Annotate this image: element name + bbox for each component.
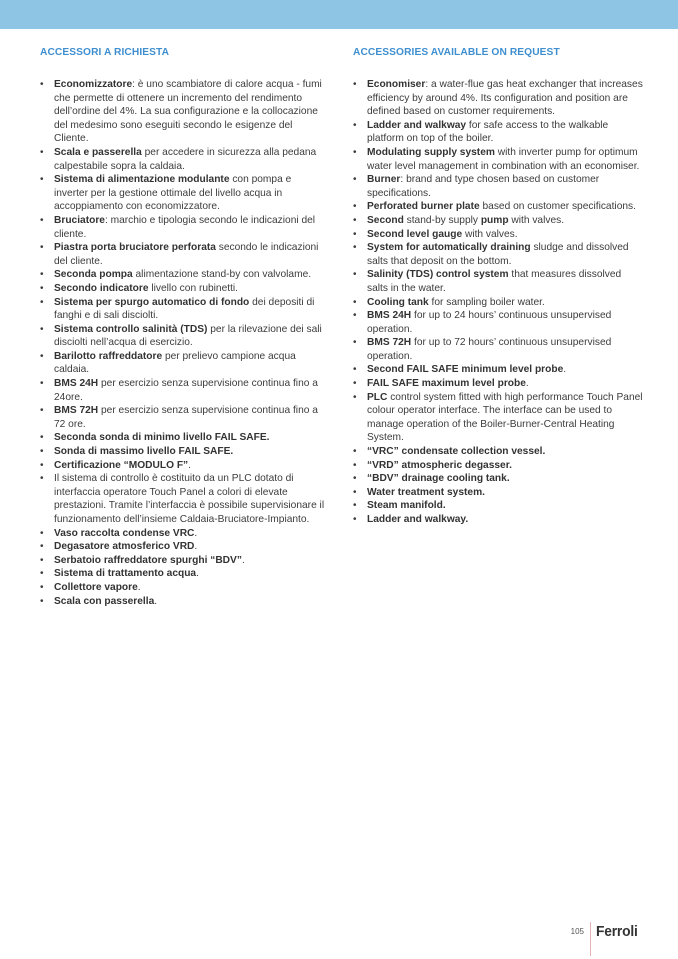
item-bold-text: Burner	[367, 174, 401, 186]
english-heading: ACCESSORIES AVAILABLE ON REQUEST	[353, 47, 560, 58]
item-bold-text: Modulating supply system	[367, 146, 495, 158]
list-item	[353, 391, 643, 445]
list-item	[353, 486, 643, 500]
list-item	[40, 268, 328, 282]
item-text: livello con rubinetti.	[148, 282, 239, 294]
italian-heading: ACCESSORI A RICHIESTA	[40, 47, 170, 58]
item-text: for safe access to the walkable platform on top of the boiler.	[367, 119, 609, 145]
item-text: with inverter pump for optimum water level management in combination with an economiser.	[367, 146, 640, 172]
list-item	[353, 377, 643, 391]
item-text: based on customer specifications.	[479, 201, 636, 213]
item-bold-text: Economizzatore	[54, 79, 133, 90]
item-bold-text: Serbatoio raffreddatore spurghi “BDV”	[54, 554, 242, 566]
item-text: secondo le indicazioni del cliente.	[54, 242, 319, 267]
item-text: .	[154, 595, 158, 607]
item-text: for sampling boiler water.	[428, 296, 545, 308]
list-item	[40, 581, 328, 595]
list-item	[353, 336, 643, 363]
item-text: per esercizio senza supervisione continua fino a 24ore.	[54, 378, 318, 403]
item-bold-text: System for automatically draining	[367, 242, 531, 254]
list-item	[353, 214, 643, 228]
item-text: Il sistema di controllo è costituito da un PLC dotato di interfaccia operatore Touch Panel a colori di elevate prestazioni. Tramite l’interfaccia è possibile supervisionare il funzionamento dell’insieme Caldaia-Bruciatore-Impianto.	[54, 473, 325, 525]
list-item	[353, 228, 643, 242]
list-item	[40, 377, 328, 404]
list-item	[353, 173, 643, 200]
item-bold-text: BMS 24H	[54, 378, 99, 390]
list-item	[40, 554, 328, 568]
item-bold-text: Second	[367, 214, 404, 226]
item-text: sludge and dissolved salts that deposit on the bottom.	[367, 242, 629, 267]
item-bold-text: Certificazione “MODULO F”	[54, 459, 189, 471]
item-bold-text: Second level gauge	[367, 228, 463, 240]
item-text: stand-by supply	[403, 214, 481, 226]
list-item	[40, 459, 328, 473]
item-bold-text: Vaso raccolta condense VRC	[54, 527, 195, 539]
list-item	[40, 567, 328, 581]
item-bold-text: PLC	[367, 391, 388, 403]
list-item	[353, 296, 643, 310]
item-bold-text: Cooling tank	[367, 296, 429, 308]
list-item	[353, 119, 643, 146]
list-item	[353, 459, 643, 473]
item-bold-text: Salinity (TDS) control system	[367, 269, 509, 281]
list-item	[353, 268, 643, 295]
item-text: with valves.	[462, 228, 518, 240]
item-bold-text: Barilotto raffreddatore	[54, 350, 163, 362]
item-text: with valves.	[508, 214, 565, 226]
item-bold-text: Seconda pompa	[54, 269, 133, 281]
list-item	[353, 363, 643, 377]
item-bold-text: “VRC” condensate collection vessel.	[367, 446, 546, 458]
list-item	[40, 527, 328, 541]
item-text: for up to 72 hours’ continuous unsupervised operation.	[367, 337, 612, 362]
list-item	[40, 595, 328, 609]
item-text: : brand and type chosen based on customer specifications.	[367, 174, 600, 199]
item-text: that measures dissolved salts in the water.	[367, 269, 622, 294]
list-item	[40, 350, 328, 377]
list-item	[40, 173, 328, 214]
item-bold-text: Second FAIL SAFE minimum level probe	[367, 364, 564, 376]
list-item	[40, 241, 328, 268]
item-bold-text: Sonda di massimo livello FAIL SAFE.	[54, 446, 234, 458]
item-bold-text: Ladder and walkway	[367, 119, 467, 131]
english-column	[353, 46, 643, 527]
item-text: : a water-flue gas heat exchanger that increases efficiency by around 4%. Its configuration and position are defined based on customer requirements.	[367, 79, 643, 118]
list-item	[353, 499, 643, 513]
item-bold-text: Sistema controllo salinità (TDS)	[54, 323, 208, 335]
item-bold-text: Bruciatore	[54, 214, 105, 226]
list-item	[40, 431, 328, 445]
list-item	[40, 540, 328, 554]
list-item	[40, 78, 328, 146]
list-item	[353, 309, 643, 336]
list-item	[353, 445, 643, 459]
item-text: per la rilevazione dei sali disciolti nell’acqua di esercizio.	[54, 323, 322, 349]
item-bold-text: “VRD” atmospheric degasser.	[367, 459, 512, 471]
item-bold-text: Perforated burner plate	[367, 201, 480, 213]
item-bold-text: Steam manifold.	[367, 500, 446, 512]
item-bold-text: Seconda sonda di minimo livello FAIL SAFE.	[54, 432, 270, 444]
item-text: : è uno scambiatore di calore acqua - fumi che permette di ottenere un incremento del rendimento dell’ordine del 4%. La sua configurazione e la collocazione del medesimo sono eseguiti secondo le esigenze del Cliente.	[54, 79, 322, 145]
italian-column	[40, 46, 328, 608]
item-text: .	[525, 378, 529, 390]
list-item	[40, 146, 328, 173]
list-item	[40, 404, 328, 431]
list-item	[40, 472, 328, 526]
item-text: : marchio e tipologia secondo le indicazioni del cliente.	[54, 214, 316, 240]
item-bold-text: Sistema di trattamento acqua	[54, 568, 197, 580]
item-bold-text: Scala con passerella	[54, 595, 155, 607]
item-text: alimentazione stand-by con valvolame.	[132, 269, 312, 281]
item-bold-text: BMS 72H	[54, 405, 99, 417]
english-accessory-list	[353, 78, 643, 527]
item-bold-text: Secondo indicatore	[54, 282, 149, 294]
item-text: .	[137, 581, 141, 593]
item-bold-text: Sistema di alimentazione modulante	[54, 174, 230, 186]
item-text: .	[188, 459, 191, 471]
top-color-bar	[0, 0, 678, 29]
item-text: .	[194, 527, 198, 539]
list-item	[353, 200, 643, 214]
list-item	[40, 282, 328, 296]
item-text: control system fitted with high performance Touch Panel colour operator interface. The interface can be used to manage operation of the Boiler-Burner-Central Heating System.	[367, 391, 643, 444]
item-bold-text: BMS 72H	[367, 337, 412, 349]
item-bold-text: Scala e passerella	[54, 146, 142, 158]
list-item	[40, 214, 328, 241]
item-bold-text: BMS 24H	[367, 310, 412, 322]
item-text: .	[194, 541, 198, 553]
item-bold-text: “BDV” drainage cooling tank.	[367, 473, 510, 485]
list-item	[353, 146, 643, 173]
page-number: 105	[570, 927, 584, 936]
item-text: per prelievo campione acqua caldaia.	[54, 350, 296, 376]
item-text: per accedere in sicurezza alla pedana calpestabile sopra la caldaia.	[54, 146, 317, 172]
item-text: for up to 24 hours’ continuous unsupervised operation.	[367, 310, 612, 335]
item-bold-text: Economiser	[367, 79, 426, 90]
item-bold-text: Water treatment system.	[367, 486, 485, 498]
list-item	[40, 296, 328, 323]
footer-divider	[590, 922, 591, 956]
item-text: con pompa e inverter per la gestione ottimale del livello acqua in accoppiamento con economizzatore.	[54, 174, 292, 213]
item-bold-text: Degasatore atmosferico VRD	[54, 541, 195, 553]
list-item	[40, 445, 328, 459]
list-item	[353, 513, 643, 527]
item-bold-text: Piastra porta bruciatore perforata	[54, 242, 216, 254]
italian-accessory-list	[40, 78, 328, 608]
list-item	[353, 241, 643, 268]
item-text: dei depositi di fanghi e di sali disciolti.	[54, 296, 315, 322]
item-text: .	[563, 364, 567, 376]
item-bold-text: Collettore vapore	[54, 581, 138, 593]
list-item	[40, 323, 328, 350]
item-bold-text: pump	[480, 214, 509, 226]
list-item	[353, 472, 643, 486]
item-bold-text: FAIL SAFE maximum level probe	[367, 378, 526, 390]
ferroli-logo: Ferroli	[596, 923, 638, 940]
item-text: .	[241, 554, 245, 566]
list-item	[353, 78, 643, 119]
item-bold-text: Ladder and walkway.	[367, 514, 469, 525]
item-text: .	[196, 568, 199, 580]
item-text: per esercizio senza supervisione continua fino a 72 ore.	[54, 405, 318, 430]
item-bold-text: Sistema per spurgo automatico di fondo	[54, 296, 250, 308]
